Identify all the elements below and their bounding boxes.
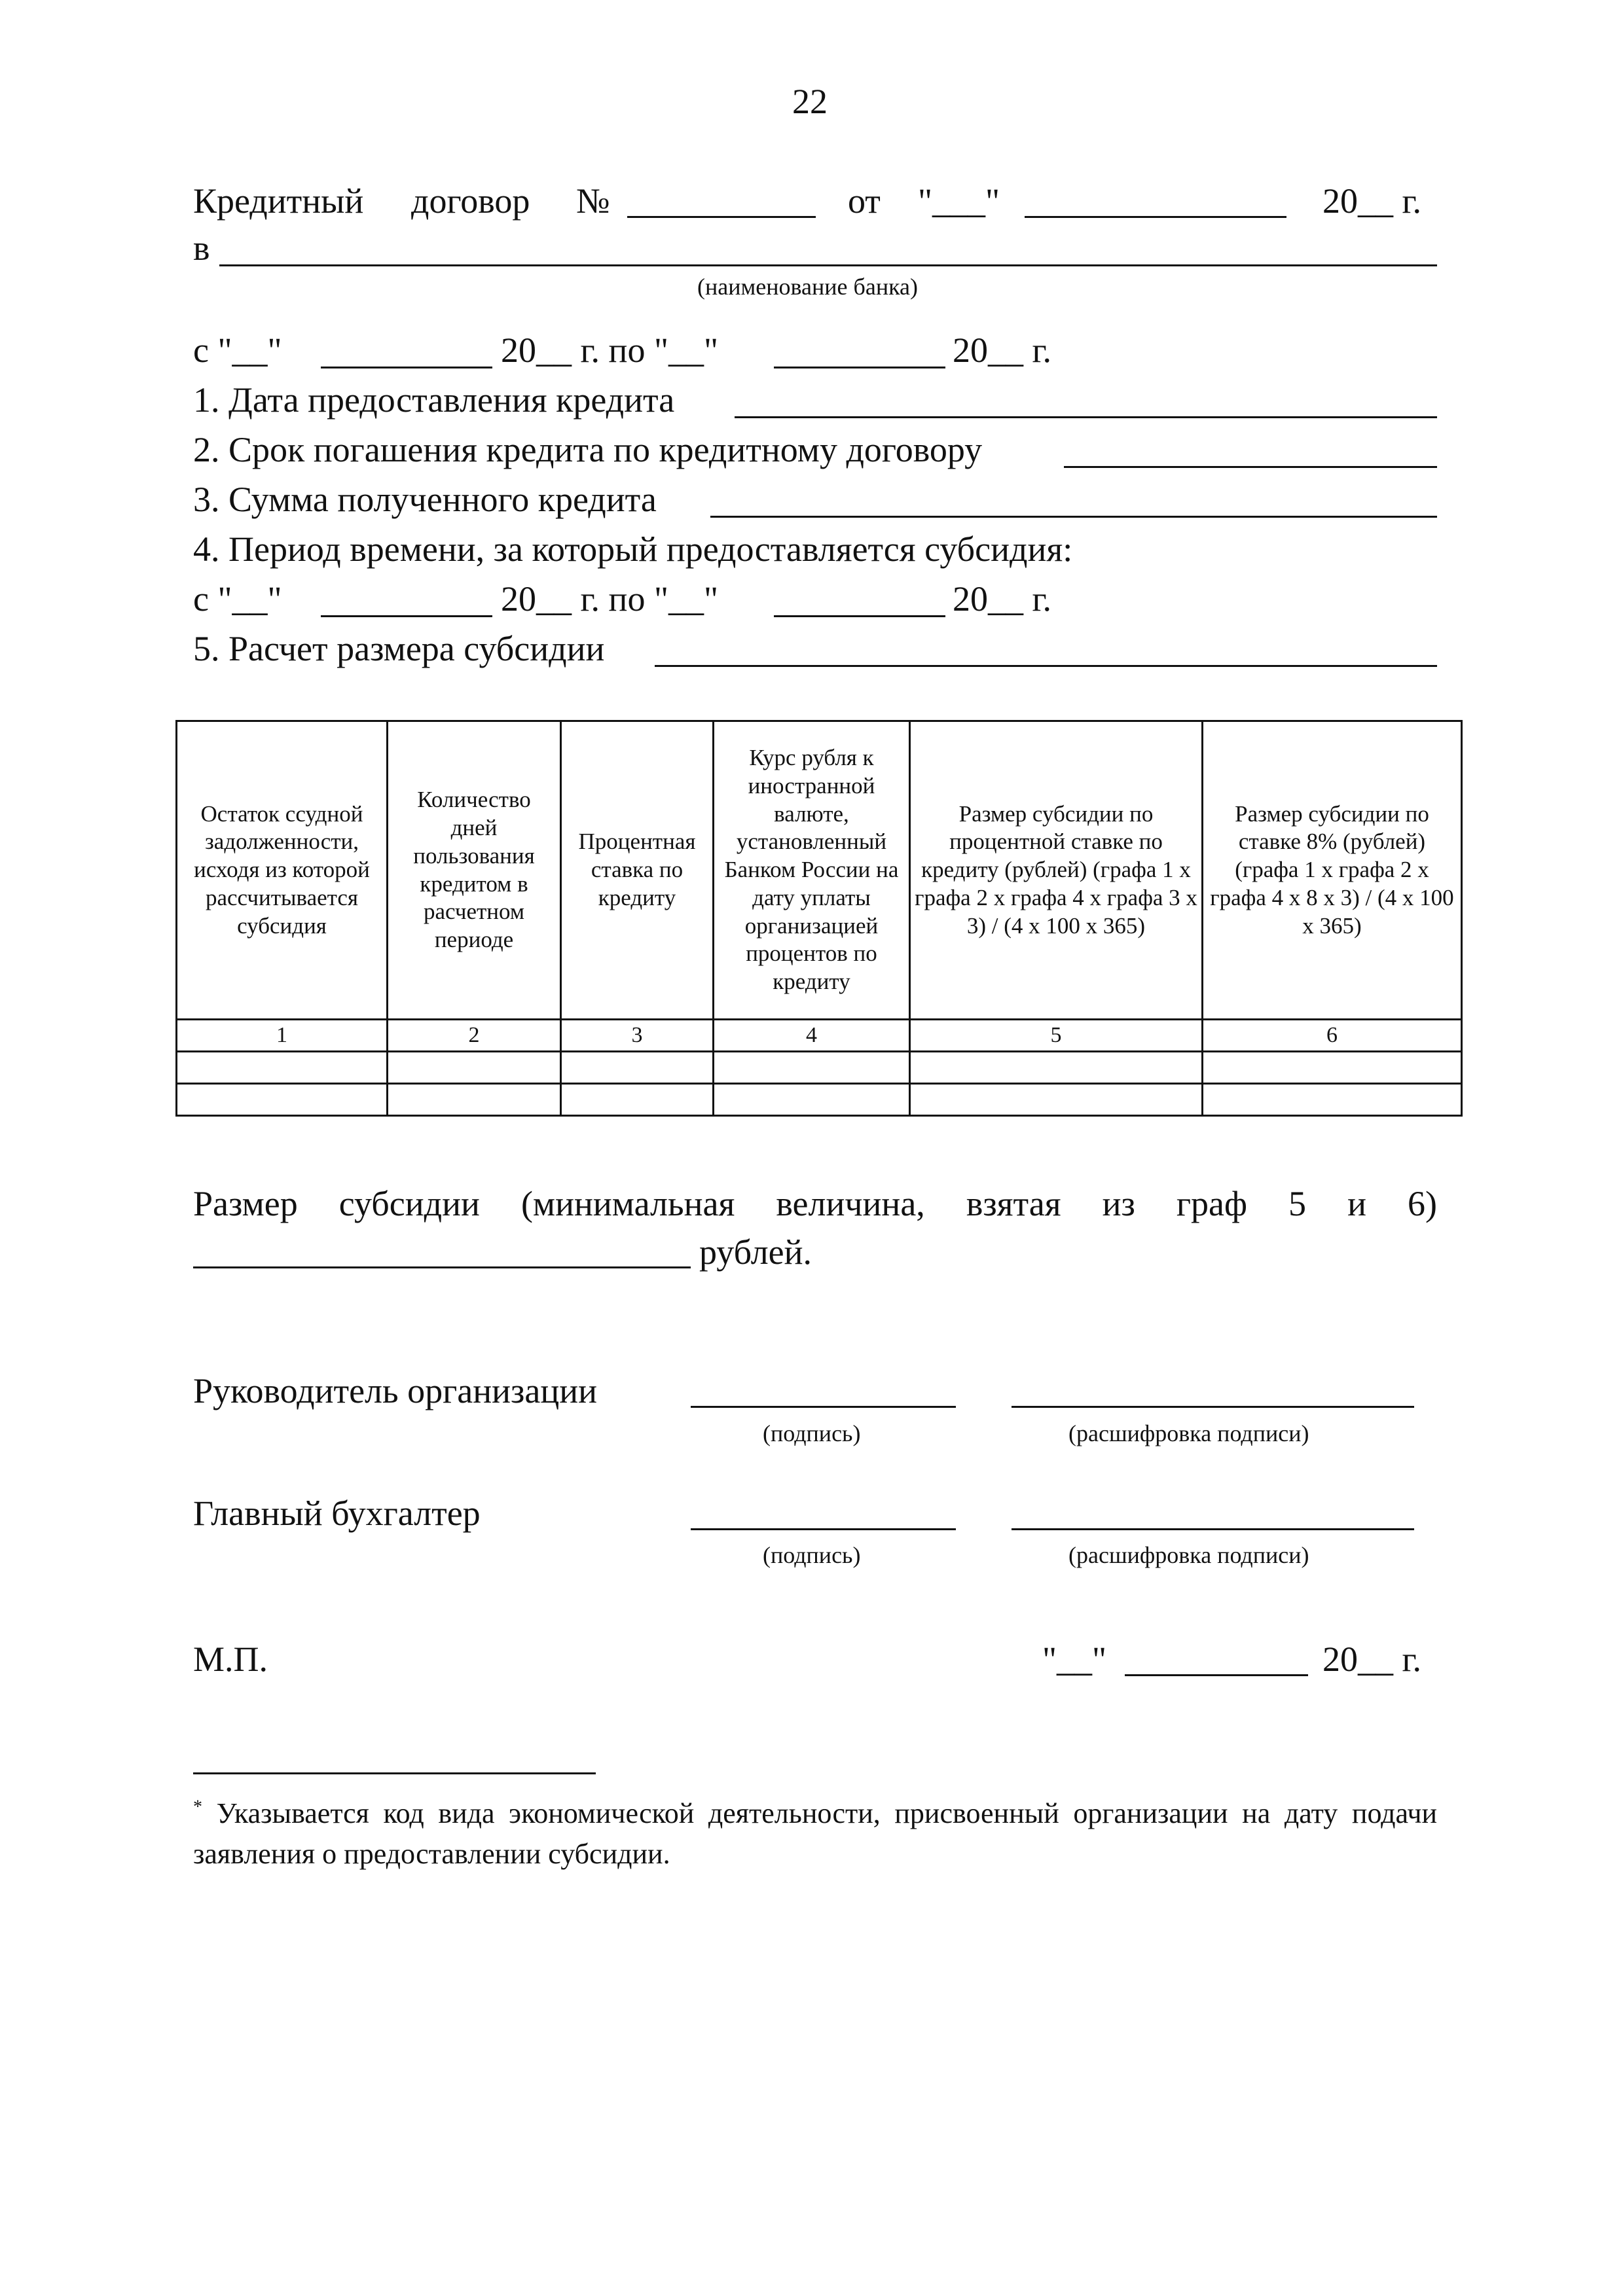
footnote <box>193 1793 1437 1874</box>
contract-label: Кредитный <box>193 181 364 221</box>
table-cell[interactable] <box>177 1052 388 1084</box>
date-month-field[interactable] <box>1125 1674 1308 1676</box>
table-cell[interactable] <box>1203 1084 1462 1116</box>
item-2-label: 2. Срок погашения кредита по кредитному договору <box>193 430 983 469</box>
column-header-loan-balance: Остаток ссудной задолженности, исходя из которой рассчитывается субсидия <box>177 721 388 1020</box>
item-4-label: 4. Период времени, за который предоставляется субсидия: <box>193 529 1073 569</box>
column-number: 4 <box>714 1020 910 1052</box>
footnote-separator <box>193 1772 596 1774</box>
item-5-field[interactable] <box>655 665 1437 667</box>
head-signature-field[interactable] <box>691 1406 956 1408</box>
column-header-subsidy-by-loan-rate: Размер субсидии по процентной ставке по кредиту (рублей) (графа 1 х графа 2 х графа 4 х графа 3 х 3) / (4 х 100 х 365) <box>910 721 1203 1020</box>
from-label: от <box>848 181 881 221</box>
head-of-organization-label: Руководитель организации <box>193 1371 598 1410</box>
column-header-interest-rate: Процентная ставка по кредиту <box>561 721 714 1020</box>
column-number: 2 <box>388 1020 561 1052</box>
head-signature-caption: (подпись) <box>763 1420 861 1446</box>
accountant-signature-field[interactable] <box>691 1528 956 1530</box>
table-cell[interactable] <box>388 1052 561 1084</box>
column-number: 1 <box>177 1020 388 1052</box>
month-field[interactable] <box>1025 216 1286 218</box>
accountant-signature-caption: (подпись) <box>763 1542 861 1568</box>
table-row <box>177 1052 1462 1084</box>
footnote-mark: * <box>193 1797 202 1818</box>
chief-accountant-label: Главный бухгалтер <box>193 1494 481 1533</box>
item-1-field[interactable] <box>735 416 1437 418</box>
table-cell[interactable] <box>1203 1052 1462 1084</box>
period-to-month-field[interactable] <box>774 367 945 368</box>
day-field[interactable]: "___" <box>918 181 1000 221</box>
bank-name-field[interactable] <box>219 264 1437 266</box>
date-year-label: 20__ г. <box>1322 1640 1422 1679</box>
item-5-label: 5. Расчет размера субсидии <box>193 629 605 668</box>
subsidy-size-text: Размер субсидии (минимальная величина, взятая из граф 5 и 6) <box>193 1184 1437 1223</box>
subsidy-calculation-table <box>175 720 1463 1117</box>
year-label: 20__ г. <box>1322 181 1422 221</box>
period-from-month-field[interactable] <box>321 367 492 368</box>
rubles-label: рублей. <box>699 1232 812 1272</box>
column-header-days: Количество дней пользования кредитом в расчетном периоде <box>388 721 561 1020</box>
column-number: 5 <box>910 1020 1203 1052</box>
column-header-subsidy-by-8-percent: Размер субсидии по ставке 8% (рублей) (графа 1 х графа 2 х графа 4 х 8 х 3) / (4 х 100 х 365) <box>1203 721 1462 1020</box>
item-2-field[interactable] <box>1064 466 1437 468</box>
item-1-label: 1. Дата предоставления кредита <box>193 380 675 420</box>
page-number: 22 <box>792 82 828 121</box>
table-cell[interactable] <box>714 1052 910 1084</box>
table-header-row <box>177 721 1462 1020</box>
period-from-label: с "__" <box>193 331 282 370</box>
subsidy-size-field[interactable] <box>193 1266 691 1268</box>
agreement-label: договор <box>411 181 530 221</box>
table-cell[interactable] <box>561 1084 714 1116</box>
footnote-text: Указывается код вида экономической деятельности, присвоенный организации на дату подачи заявления о предоставлении субсидии. <box>193 1797 1438 1870</box>
period-year-to-label: 20__ г. <box>953 331 1052 370</box>
in-label: в <box>193 228 210 268</box>
item-3-label: 3. Сумма полученного кредита <box>193 480 657 519</box>
subsidy-period-year-from-label: 20__ г. по "__" <box>501 579 719 619</box>
contract-number-field[interactable] <box>627 216 816 218</box>
column-number: 6 <box>1203 1020 1462 1052</box>
column-number: 3 <box>561 1020 714 1052</box>
subsidy-period-year-to-label: 20__ г. <box>953 579 1052 619</box>
column-header-exchange-rate: Курс рубля к иностранной валюте, установленный Банком России на дату уплаты организацией процентов по кредиту <box>714 721 910 1020</box>
table-cell[interactable] <box>714 1084 910 1116</box>
stamp-place-label: М.П. <box>193 1640 268 1679</box>
table-cell[interactable] <box>561 1052 714 1084</box>
number-label: № <box>576 181 610 221</box>
period-year-from-label: 20__ г. по "__" <box>501 331 719 370</box>
column-number-row <box>177 1020 1462 1052</box>
table-cell[interactable] <box>910 1052 1203 1084</box>
table-cell[interactable] <box>910 1084 1203 1116</box>
accountant-decoding-caption: (расшифровка подписи) <box>1068 1542 1309 1568</box>
head-signature-decoding-field[interactable] <box>1012 1406 1414 1408</box>
accountant-signature-decoding-field[interactable] <box>1012 1528 1414 1530</box>
bank-name-caption: (наименование банка) <box>697 274 919 300</box>
item-3-field[interactable] <box>710 516 1437 518</box>
subsidy-period-from-label: с "__" <box>193 579 282 619</box>
date-day-field[interactable]: "__" <box>1042 1640 1107 1679</box>
table-cell[interactable] <box>177 1084 388 1116</box>
head-decoding-caption: (расшифровка подписи) <box>1068 1420 1309 1446</box>
subsidy-period-to-month-field[interactable] <box>774 615 945 617</box>
table-row <box>177 1084 1462 1116</box>
table-cell[interactable] <box>388 1084 561 1116</box>
subsidy-period-from-month-field[interactable] <box>321 615 492 617</box>
